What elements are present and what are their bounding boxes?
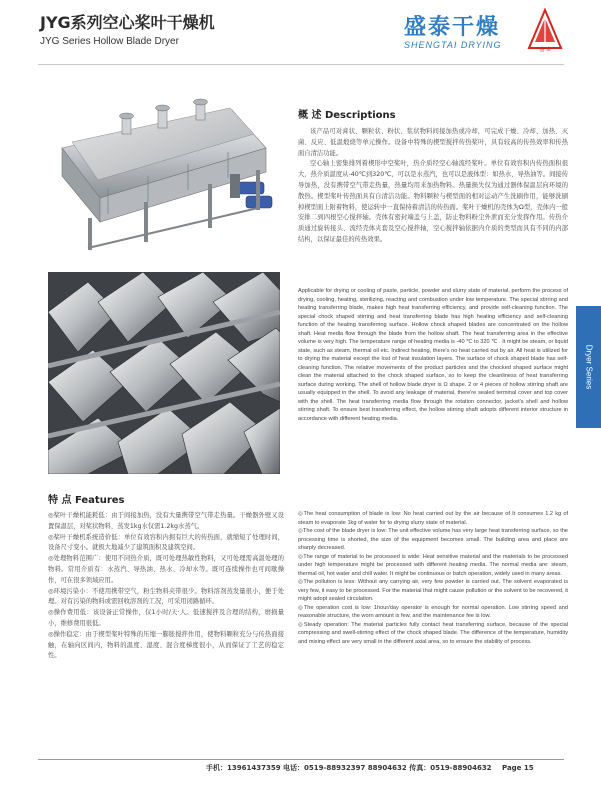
hollow-blade-shaft-photo xyxy=(48,272,280,474)
description-cn-paragraph: 空心轴上密集排列着楔形中空桨叶，热介质经空心轴流经桨叶。单位有效容积内传热面积很大，热介质温度从-40℃到320℃，可以是水蒸汽，也可以是液体型：如热水、导热油等。间接传导加热，没有携带空气带走热量，热量均用来加热物料。热量损失仅为通过器体保温层向环境的散热。楔型桨叶传热面具有自清洁功能。物料颗粒与楔型面的相对运动产生洗刷作用，能够洗刷掉楔型面上附着物料，使运转中一直保持着清洁的传热面。桨叶干燥机的壳体为Ω型，壳体内一般安排二到四根空心搅拌轴。壳体有密封端盖与上盖，防止物料粉尘外泄而充分发挥作用。传热介质通过旋转接头、流经壳体夹套及空心搅拌轴，空心搅拌轴依据内介质的类型而具有不同的内部结构，以保证最佳的传热效果。 xyxy=(298,160,568,243)
feature-cn-item: ◎环境污染小：不使用携带空气，粉尘物料夹带很少。物料溶剂蒸发量很小，便于处理。对有污染的物料或需回收溶剂的工况，可采用闭路循环。 xyxy=(48,587,284,606)
description-en-text: Applicable for drying or cooling of paste, particle, powder and slurry state of material, perform the process of drying, cooling, heating, sterilizing, reacting and combustion under low temperature. The special stirring and heating transferring blade, makes high heat transferring efficiency, and provide self-cleaning function. The special chock shaped stirring and heat transferring blade has high heating efficiency and self-cleaning function of the heating transferring surface. Hollow chock shaped blades are concentrated on the hollow shaft. Heat media flow through the blade from the hollow shaft. The heat transferring area in the effective volume is very high. The temperature range of heating media is -40 ℃ to 320 ℃ . It might be steam, or liquid state, such as steam, thermal oil etc. Indirect heating, there's no heat carried out by air. All heat is utilized for to drying the material except the lost of heat insulation layers. The surface of chock shaped blade has self-cleaning function. The relative movements of the product particles and the chocked shaped surface might clean the material attached to the chock shaped surface, so to keep the cleanliness of heat transferring surface during working. The shell of hollow blade dryer is Ω shape. 2 or 4 pieces of hollow stirring shaft are usually equipped in the shell. To avoid any leakage of material, there're sealed terminal cover and top cover with the shell. The heat transferring media flow through the rotation connector, jacket's shell and hollow stirring shaft. To ensure best transferring effect, the hollow stirring shaft adopts different interior structure in accordance with different heating media. xyxy=(298,288,568,422)
features-en-list xyxy=(298,510,568,646)
contact-info: 手机：13961437359 电话：0519-88932397 88904632 传真：0519-88904632 xyxy=(206,764,492,772)
feature-en-item: ◎The range of material to be processed is wide: Heat sensitive material and the materials to be processed under high temperature might be processed with different heating media. The normal media are: steam, thermal oil, hot water and chill water. It might be continuous or batch operation, widely used in many areas. xyxy=(298,553,568,577)
dryer-series-tab[interactable] xyxy=(576,306,601,428)
dryer-machine-photo xyxy=(48,90,280,258)
brand-name-cn: 盛泰干燥 xyxy=(404,15,501,40)
footer-divider xyxy=(38,759,564,760)
feature-cn-item: ◎操作费用低：该设备正常操作，仅1小时/天·人。低速搅拌及合理的结构，磨损量小，维修费用很低。 xyxy=(48,609,284,627)
feature-cn-item: ◎桨叶干燥机系统造价低：单位有效容积内拥有巨大的传热面，就缩短了处理时间，设备尺寸变小。就极大地减少了建筑面积及建筑空间。 xyxy=(48,533,284,552)
feature-en-item: ◎The cost of the blade dryer is low: The unit effective volume has very large heat transferring surface, so the processing time is shorted, the size of the equipment becomes small. The building area and place are sharply decreased. xyxy=(298,528,568,551)
feature-cn-item: ◎桨叶干燥机能耗低：由于间接加热，没有大量携带空气带走热量。干燥器外壁又设置保温层，对桨状物料，蒸发1kg水仅需1.2kg水蒸气。 xyxy=(48,512,284,530)
feature-en-item: ◎The operation cost is low: 1hour/day operator is enough for normal operation. Low stirring speed and reasonable structure, the worn amount is few, and the maintenance fee is low. xyxy=(298,604,568,619)
description-cn-text xyxy=(298,127,568,246)
catalog-title-en: JYG Series Hollow Blade Dryer xyxy=(40,36,179,47)
logo-subtext: 盛 泰 xyxy=(539,47,551,52)
features-cn-list xyxy=(48,511,284,662)
header-divider xyxy=(38,64,564,65)
brand-logo-icon xyxy=(527,8,563,52)
footer-contact xyxy=(206,763,534,773)
features-heading: 特 点 Features xyxy=(48,495,125,506)
descriptions-heading: 概 述 Descriptions xyxy=(298,110,396,121)
feature-en-item: ◎Steady operation: The material particles fully contact heat transferring surface, because of the special compressing and swell-stirring effect of the chock shaped blade. The difference of the temperature, humidity and mixing effect are very small in the different axial area, so to ensure the stability of process. xyxy=(298,621,568,645)
catalog-title-cn: JYG系列空心桨叶干燥机 xyxy=(40,13,215,32)
feature-en-item: ◎The pollution is less: Without any carrying air, very few powder is carried out. The solvent evaporated is very few, it easy to be processed. For the material that might cause pollution or the solvent to be recovered, it might adopt sealed circulation. xyxy=(298,579,568,602)
feature-cn-item: ◎处理物料范围广：使用不同热介质，既可处理热敏性物料，又可处理需高温处理的物料。常用介质有：水蒸汽、导热油、热水、冷却水等。既可连续操作也可间歇操作，可在很多领域应用。 xyxy=(48,555,284,584)
feature-cn-item: ◎操作稳定：由于楔型桨叶特殊的压缩一膨胀搅拌作用，使物料颗粒充分与传热面接触，在轴向区间内，物料的温度、湿度、混合度梯度很小，从而保证了工艺的稳定性。 xyxy=(48,630,284,660)
page-number: Page 15 xyxy=(502,764,534,772)
feature-en-item: ◎The heat consumption of blade is low: No heat carried out by the air because of It consumes 1.2 kg of steam to evaporate 1kg of water for to drying slurry state of material. xyxy=(298,511,568,526)
side-tab-label: Dryer Series xyxy=(584,344,593,390)
brand-name-en: SHENGTAI DRYING xyxy=(404,40,502,50)
description-cn-paragraph: 该产品可对膏状、颗粒状、粉状、浆状物料间接加热或冷却，可完成干燥、冷却、加热、灭菌、反应、低温煅烧等单元操作。设备中特殊的楔型搅拌传热桨叶，具有较高的传热效率和传热面自清洁功能。 xyxy=(298,128,568,157)
